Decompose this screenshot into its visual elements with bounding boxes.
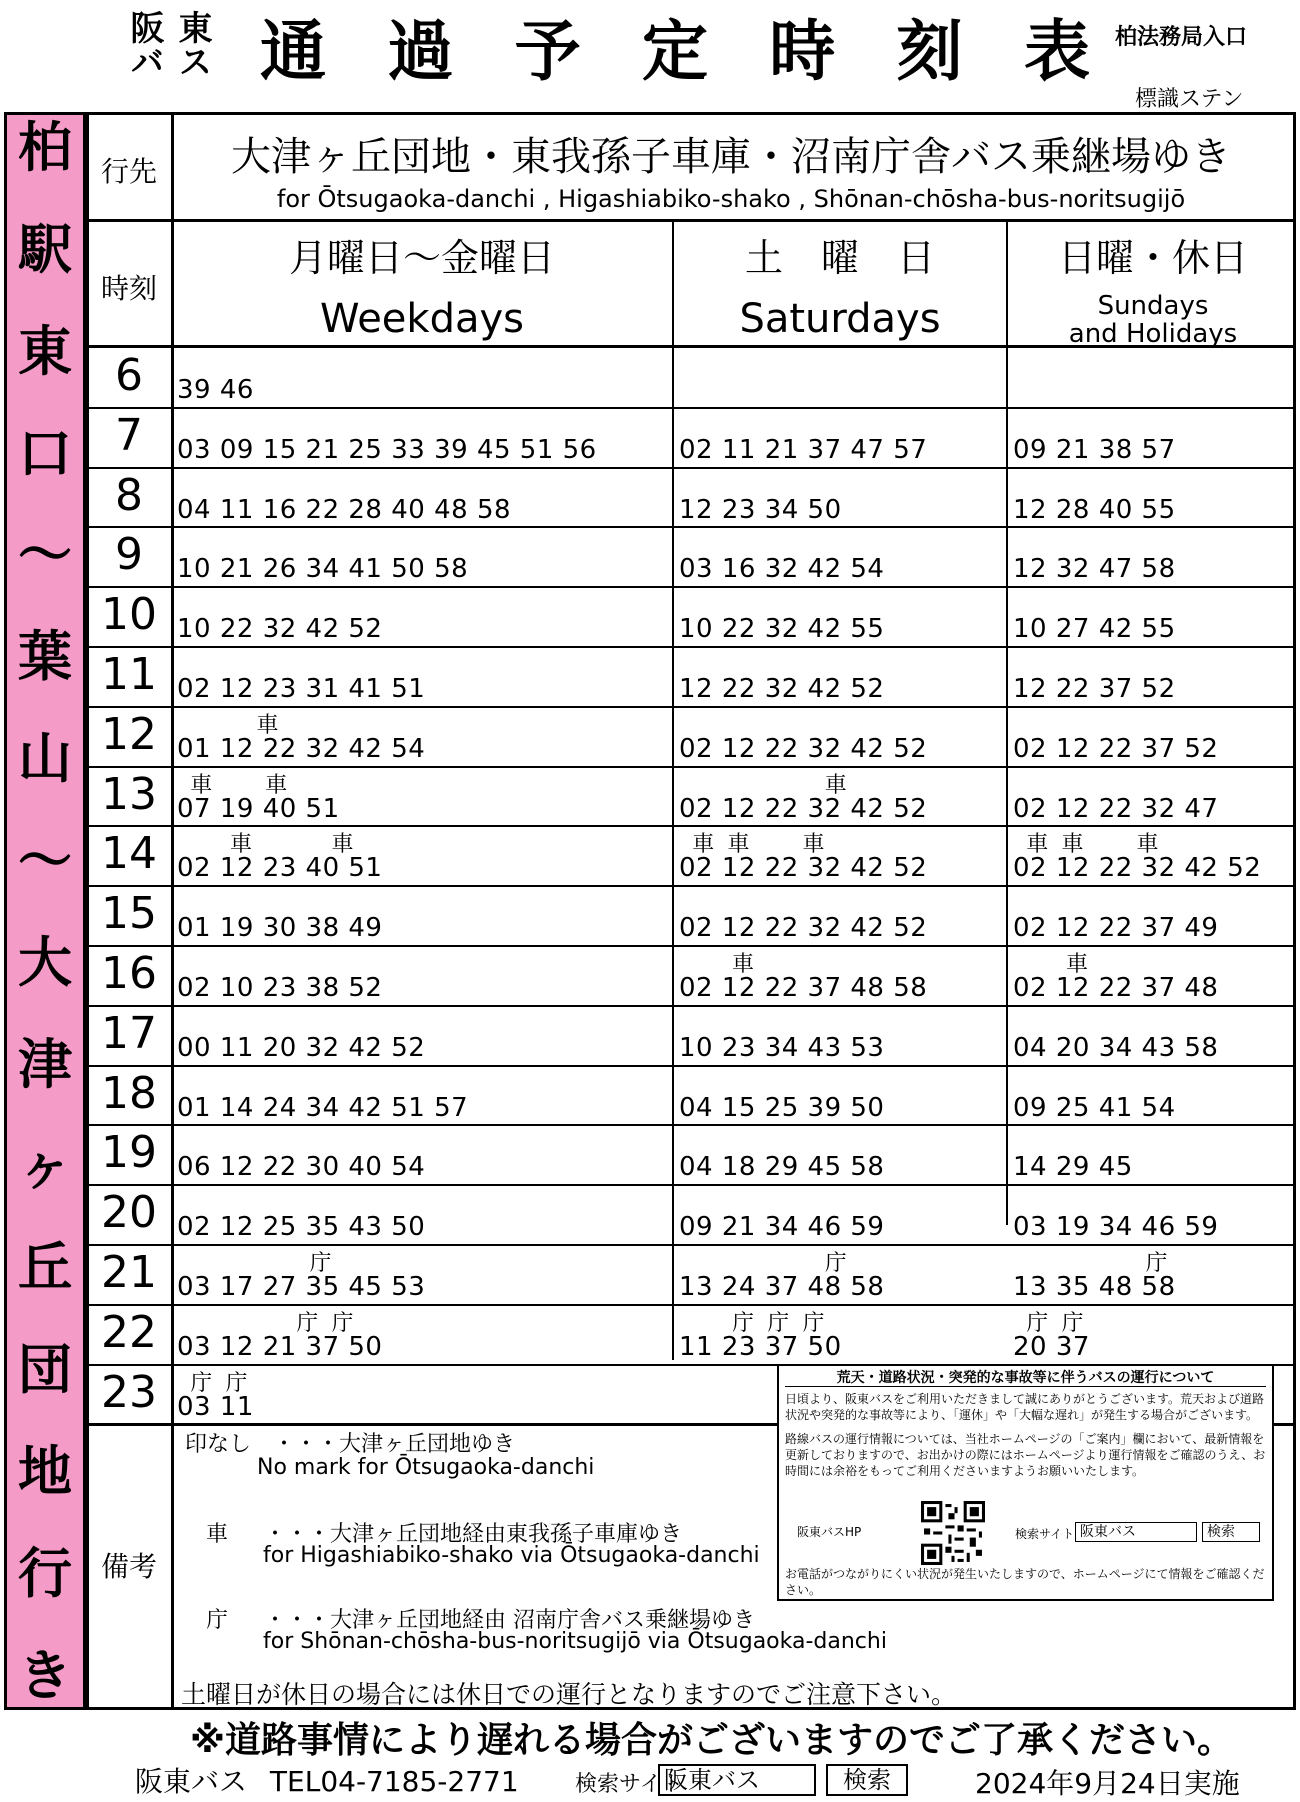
notice-paragraph-1: 日頃より、阪東バスをご利用いただきまして誠にありがとうございます。荒天および道路状況や突発的な事故等により、「運休」や「大幅な遅れ」が発生する場合がございます。 — [785, 1392, 1265, 1422]
page-title — [260, 10, 1090, 90]
hour-label: 7 — [115, 410, 143, 461]
departure-minutes-sa: 02 11 21 37 47 57 — [679, 435, 928, 465]
hour-label: 20 — [101, 1187, 157, 1238]
departure-minutes-wd: 02 12 23 31 41 51 — [177, 674, 426, 704]
company-logo-right: 東ス — [172, 10, 212, 78]
departure-minutes-su: 13 35 48 58 — [1013, 1272, 1176, 1302]
departure-minutes-wd: 10 21 26 34 41 50 58 — [177, 554, 469, 584]
destination-en: for Ōtsugaoka-danchi , Higashiabiko-shako , Shōnan-chōsha-bus-noritsugijō — [276, 185, 1186, 213]
departure-minutes-su: 09 25 41 54 — [1013, 1093, 1176, 1123]
notice-title: 荒天・道路状況・突発的な事故等に伴うバスの運行について — [785, 1370, 1266, 1387]
effective-date: 2024年9月24日実施 — [975, 1767, 1240, 1800]
departure-minutes-su: 20 37 — [1013, 1332, 1090, 1362]
hour-label: 18 — [101, 1068, 157, 1119]
destination-label: 行先 — [100, 155, 157, 188]
departure-minutes-wd: 39 46 — [177, 375, 254, 405]
remarks-sha-mark: 車 — [206, 1522, 229, 1547]
route-band-char: 〜 — [18, 829, 72, 893]
footer-contact — [135, 1760, 519, 1800]
route-marks-su: 車 車 車 — [1013, 832, 1159, 857]
hour-label: 22 — [101, 1307, 157, 1358]
route-band-char: 葉 — [18, 625, 72, 689]
remarks-cho-mark: 庁 — [206, 1608, 229, 1633]
departure-minutes-wd: 01 19 30 38 49 — [177, 913, 383, 943]
route-band-char: 地 — [18, 1440, 72, 1504]
route-band-char: 口 — [18, 421, 72, 485]
route-band-char: 行 — [18, 1542, 72, 1606]
delay-notice: ※道路事情により遅れる場合がございますのでご了承ください。 — [190, 1720, 1233, 1761]
route-marks-wd: 車 車 — [177, 832, 354, 857]
departure-minutes-sa: 10 22 32 42 55 — [679, 614, 885, 644]
hour-label: 19 — [101, 1127, 157, 1178]
departure-minutes-wd: 02 12 23 40 51 — [177, 853, 383, 883]
departure-minutes-sa: 04 15 25 39 50 — [679, 1093, 885, 1123]
sunday-header — [1009, 227, 1297, 348]
route-marks-sa: 庁 庁 庁 — [679, 1311, 825, 1336]
notice-paragraph-2: 路線バスの運行情報については、当社ホームページの「ご案内」欄において、最新情報を更新しておりますので、お出かけの際にはホームページより運行情報をご確認のうえ、お時間には余裕をもってご利用くださいますようお願いいたします。 — [785, 1432, 1266, 1478]
title-char: 過 — [387, 12, 454, 90]
sunday-header-en2: and Holidays — [1068, 319, 1238, 349]
departure-minutes-sa: 04 18 29 45 58 — [679, 1152, 885, 1182]
route-band-char: き — [18, 1643, 72, 1707]
departure-minutes-wd: 01 12 22 32 42 54 — [177, 734, 426, 764]
departure-minutes-sa: 12 22 32 42 52 — [679, 674, 885, 704]
footer-company: 阪東バス — [135, 1765, 248, 1798]
footer-search-field[interactable]: 阪東バス — [658, 1764, 816, 1796]
notice-search-label: 検索サイト — [1015, 1527, 1075, 1541]
departure-minutes-su: 02 12 22 37 49 — [1013, 913, 1219, 943]
route-marks-su: 車 — [1013, 952, 1088, 977]
saturday-header-jp: 土 曜 日 — [744, 236, 935, 280]
notice-search-button[interactable]: 検索 — [1202, 1522, 1260, 1542]
pole-label: 標識ステン — [1135, 87, 1244, 112]
remarks-label: 備考 — [100, 1550, 157, 1583]
saturday-header-en: Saturdays — [739, 296, 941, 342]
notice-search-field[interactable]: 阪東バス — [1075, 1522, 1197, 1542]
departure-minutes-su: 02 12 22 32 47 — [1013, 794, 1219, 824]
departure-minutes-wd: 10 22 32 42 52 — [177, 614, 383, 644]
footer-search-button[interactable]: 検索 — [826, 1764, 908, 1796]
departure-minutes-wd: 00 11 20 32 42 52 — [177, 1033, 426, 1063]
footer-tel: TEL04-7185-2771 — [269, 1765, 519, 1798]
hour-label: 14 — [101, 828, 157, 879]
route-band-char: 〜 — [18, 523, 72, 587]
route-band-char: 柏 — [18, 116, 72, 179]
departure-minutes-sa: 02 12 22 32 42 52 — [679, 913, 928, 943]
hour-label: 8 — [115, 470, 143, 521]
saturday-header — [675, 227, 1005, 342]
route-band-char: 大 — [18, 930, 72, 994]
hour-label: 10 — [101, 589, 157, 640]
departure-minutes-su: 12 22 37 52 — [1013, 674, 1176, 704]
departure-minutes-su: 12 32 47 58 — [1013, 554, 1176, 584]
remarks-sha-jp: ・・・大津ヶ丘団地経由東我孫子車庫ゆき — [264, 1522, 683, 1547]
hour-label: 23 — [101, 1367, 157, 1418]
stop-name: 柏法務局入口 — [1115, 25, 1248, 50]
hour-label: 16 — [101, 948, 157, 999]
departure-minutes-su: 09 21 38 57 — [1013, 435, 1176, 465]
departure-minutes-sa: 09 21 34 46 59 — [679, 1212, 885, 1242]
notice-hp-label: 阪東バスHP — [797, 1525, 862, 1539]
hour-label: 9 — [115, 529, 143, 580]
route-band-char: 東 — [18, 319, 72, 383]
route-marks-wd: 庁 庁 — [177, 1371, 248, 1396]
hour-label: 21 — [101, 1247, 157, 1298]
title-char: 時 — [769, 12, 836, 90]
route-marks-su: 庁 庁 — [1013, 1311, 1084, 1336]
departure-minutes-su: 02 12 22 37 48 — [1013, 973, 1219, 1003]
qr-code-icon[interactable] — [921, 1501, 985, 1565]
remarks-nomark-jp: 印なし ・・・大津ヶ丘団地ゆき — [185, 1432, 516, 1457]
hour-label: 17 — [101, 1008, 157, 1059]
hour-label: 11 — [101, 649, 157, 700]
route-marks-sa: 庁 — [679, 1251, 847, 1276]
time-label: 時刻 — [100, 272, 157, 305]
sunday-header-en1: Sundays — [1097, 291, 1209, 321]
departure-minutes-wd: 02 12 25 35 43 50 — [177, 1212, 426, 1242]
route-band-char: 山 — [18, 727, 72, 791]
hour-label: 6 — [115, 350, 143, 401]
route-marks-sa: 車 — [679, 952, 754, 977]
route-band-char: 駅 — [18, 217, 72, 281]
route-marks-sa: 車 — [679, 773, 847, 798]
departure-minutes-wd: 07 19 40 51 — [177, 794, 340, 824]
departure-minutes-sa: 02 12 22 32 42 52 — [679, 734, 928, 764]
departure-minutes-sa: 02 12 22 32 42 52 — [679, 853, 928, 883]
departure-minutes-su: 02 12 22 37 52 — [1013, 734, 1219, 764]
departure-minutes-wd: 03 12 21 37 50 — [177, 1332, 383, 1362]
hour-label: 13 — [101, 769, 157, 820]
title-char: 刻 — [896, 12, 963, 90]
departure-minutes-sa: 12 23 34 50 — [679, 495, 842, 525]
departure-minutes-sa: 10 23 34 43 53 — [679, 1033, 885, 1063]
departure-minutes-su: 12 28 40 55 — [1013, 495, 1176, 525]
route-band-char: 丘 — [18, 1236, 72, 1300]
route-band-char: 団 — [18, 1338, 72, 1402]
departure-minutes-wd: 01 14 24 34 42 51 57 — [177, 1093, 469, 1123]
remarks-cho-en: for Shōnan-chōsha-bus-noritsugijō via Ōtsugaoka-danchi — [263, 1629, 887, 1654]
hour-label: 12 — [101, 709, 157, 760]
weekday-header-en: Weekdays — [319, 296, 524, 342]
route-marks-su: 庁 — [1013, 1251, 1168, 1276]
company-logo-left: 阪バ — [124, 10, 164, 78]
route-band — [4, 112, 86, 1710]
route-band-char: 津 — [18, 1032, 72, 1096]
departure-minutes-sa: 13 24 37 48 58 — [679, 1272, 885, 1302]
remarks-nomark-en: No mark for Ōtsugaoka-danchi — [257, 1455, 595, 1480]
departure-minutes-wd: 06 12 22 30 40 54 — [177, 1152, 426, 1182]
weekday-header-jp: 月曜日〜金曜日 — [288, 236, 555, 280]
route-marks-wd: 庁 — [177, 1251, 332, 1276]
saturday-holiday-note: 土曜日が休日の場合には休日での運行となりますのでご注意下さい。 — [181, 1680, 957, 1709]
departure-minutes-su: 03 19 34 46 59 — [1013, 1212, 1219, 1242]
route-marks-wd: 車 車 — [177, 773, 288, 798]
title-char: 予 — [514, 12, 581, 90]
departure-minutes-sa: 02 12 22 37 48 58 — [679, 973, 928, 1003]
hour-label: 15 — [101, 888, 157, 939]
departure-minutes-wd: 02 10 23 38 52 — [177, 973, 383, 1003]
departure-minutes-wd: 03 11 — [177, 1392, 254, 1422]
departure-minutes-sa: 02 12 22 32 42 52 — [679, 794, 928, 824]
route-marks-wd: 車 — [177, 713, 279, 738]
sunday-header-jp: 日曜・休日 — [1057, 236, 1248, 280]
remarks-sha-en: for Higashiabiko-shako via Ōtsugaoka-danchi — [263, 1543, 760, 1568]
remarks-cho-jp: ・・・大津ヶ丘団地経由 沼南庁舎バス乗継場ゆき — [264, 1608, 755, 1633]
operation-notice — [777, 1364, 1274, 1601]
departure-minutes-su: 14 29 45 — [1013, 1152, 1133, 1182]
departure-minutes-su: 10 27 42 55 — [1013, 614, 1176, 644]
departure-minutes-sa: 11 23 37 50 — [679, 1332, 842, 1362]
route-marks-sa: 車 車 車 — [679, 832, 825, 857]
footer-search-label: 検索サイト — [575, 1772, 684, 1797]
destination-jp: 大津ヶ丘団地・東我孫子車庫・沼南庁舎バス乗継場ゆき — [231, 134, 1231, 180]
weekday-header — [173, 227, 671, 342]
route-marks-wd: 庁 庁 — [177, 1311, 354, 1336]
title-char: 表 — [1023, 12, 1090, 90]
departure-minutes-wd: 03 09 15 21 25 33 39 45 51 56 — [177, 435, 597, 465]
departure-minutes-su: 02 12 22 32 42 52 — [1013, 853, 1262, 883]
departure-minutes-sa: 03 16 32 42 54 — [679, 554, 885, 584]
departure-minutes-wd: 03 17 27 35 45 53 — [177, 1272, 426, 1302]
departure-minutes-wd: 04 11 16 22 28 40 48 58 — [177, 495, 512, 525]
notice-paragraph-3: お電話がつながりにくい状況が発生いたしますので、ホームページにて情報をご確認ください。 — [785, 1567, 1265, 1597]
route-band-char: ヶ — [18, 1134, 72, 1198]
company-logo — [120, 10, 230, 80]
title-char: 定 — [641, 12, 708, 90]
title-char: 通 — [260, 12, 326, 90]
departure-minutes-su: 04 20 34 43 58 — [1013, 1033, 1219, 1063]
